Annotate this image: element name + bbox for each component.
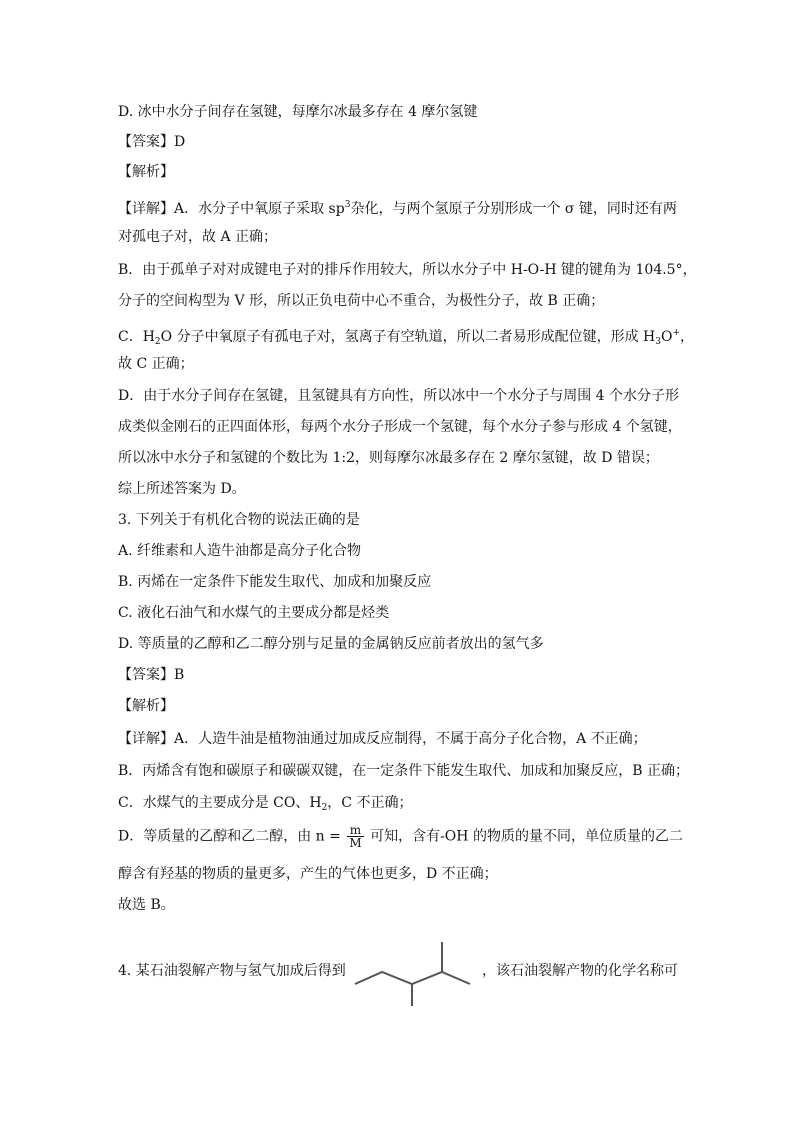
q3-option-d: D. 等质量的乙醇和乙二醇分别与足量的金属钠反应前者放出的氢气多 [118, 636, 544, 652]
q4-stem-start: 4. 某石油裂解产物与氢气加成后得到 [118, 963, 346, 979]
q3-answer: 【答案】B [118, 667, 185, 683]
q2-detail-d-cont1: 成类似金刚石的正四面体形，每两个水分子形成一个氢键，每个水分子参与形成 4 个氢键， [118, 419, 682, 435]
q3-detail-c: C．水煤气的主要成分是 CO、$H_2$，C 不正确； [118, 795, 413, 813]
q2-detail-a: 【详解】A．水分子中氧原子采取 $sp^3$杂化，与两个氢原子分别形成一个 σ 键，同时还有两 [118, 200, 677, 217]
q2-detail-b-cont: 分子的空间构型为 V 形，所以正负电荷中心不重合，为极性分子，故 B 正确； [118, 293, 605, 309]
q2-summary: 综上所述答案为 D。 [118, 481, 246, 497]
fraction-m-over-M: $\frac{m}{M}$ [349, 823, 362, 850]
q3-option-c: C. 液化石油气和水煤气的主要成分都是烃类 [118, 605, 390, 621]
q3-detail-d-cont: 醇含有羟基的物质的量更多，产生的气体也更多，D 不正确； [118, 866, 498, 882]
q2-detail-b: B．由于孤单子对对成键电子对的排斥作用较大，所以水分子中 H-O-H 键的键角为 104.5°， [118, 262, 697, 278]
skeletal-formula-structure [352, 940, 477, 1010]
carbon-chain [355, 972, 470, 984]
q2-detail-d: D．由于水分子间存在氢键，且氢键具有方向性，所以冰中一个水分子与周围 4 个水分子形 [118, 388, 680, 404]
q2-detail-d-cont2: 所以冰中水分子和氢键的个数比为 1:2，则每摩尔冰最多存在 2 摩尔氢键，故 D 错误； [118, 450, 659, 466]
q4-stem-end: ，该石油裂解产物的化学名称可 [482, 963, 678, 979]
q3-detail-b: B．丙烯含有饱和碳原子和碳碳双键，在一定条件下能发生取代、加成和加聚反应，B 正确； [118, 763, 690, 779]
q2-option-d: D. 冰中水分子间存在氢键，每摩尔冰最多存在 4 摩尔氢键 [118, 104, 478, 120]
q3-detail-d: D．等质量的乙醇和乙二醇，由 n = $\frac{m}{M}$ 可知，含有-OH 的物质的量不同，单位质量的乙二 [118, 823, 683, 850]
q2-detail-c: C．$H_2O$ 分子中氧原子有孤电子对，氢离子有空轨道，所以二者易形成配位键，形成 $H_3O^+$， [118, 328, 695, 347]
q3-conclusion: 故选 B。 [118, 897, 175, 913]
q3-stem: 3. 下列关于有机化合物的说法正确的是 [118, 512, 360, 528]
q2-answer: 【答案】D [118, 134, 186, 150]
q3-option-b: B. 丙烯在一定条件下能发生取代、加成和加聚反应 [118, 574, 432, 590]
q3-analysis-heading: 【解析】 [118, 698, 174, 714]
q2-detail-c-cont: 故 C 正确； [118, 356, 194, 372]
q2-analysis-heading: 【解析】 [118, 164, 174, 180]
q3-detail-a: 【详解】A．人造牛油是植物油通过加成反应制得，不属于高分子化合物，A 不正确； [118, 731, 647, 747]
q2-detail-a-cont: 对孤电子对，故 A 正确； [118, 229, 278, 245]
q3-option-a: A. 纤维素和人造牛油都是高分子化合物 [118, 543, 362, 559]
